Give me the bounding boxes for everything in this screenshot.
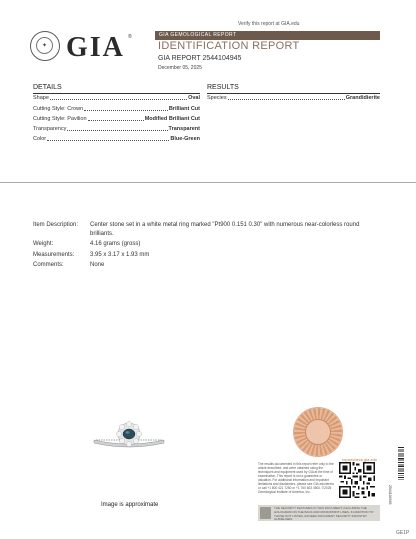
gia-seal-icon: ✦ bbox=[30, 31, 60, 61]
detail-value: Blue-Green bbox=[170, 136, 200, 142]
desc-value: 4.16 grams (gross) bbox=[90, 241, 141, 247]
details-heading: DETAILS bbox=[33, 84, 62, 91]
page-code: GE1P bbox=[396, 530, 410, 536]
result-label: Species bbox=[207, 95, 227, 101]
report-title: IDENTIFICATION REPORT bbox=[158, 40, 300, 52]
barcode-icon bbox=[398, 447, 404, 517]
detail-row bbox=[33, 136, 200, 142]
image-caption: Image is approximate bbox=[101, 502, 159, 508]
detail-row bbox=[33, 95, 200, 101]
desc-label: Weight: bbox=[33, 241, 54, 247]
qr-code-icon[interactable] bbox=[339, 462, 375, 498]
results-heading: RESULTS bbox=[207, 84, 239, 91]
logo-text: GIA bbox=[66, 32, 125, 63]
detail-label: Cutting Style: Pavilion bbox=[33, 116, 87, 122]
desc-label: Item Description: bbox=[33, 222, 79, 228]
detail-label: Transparency bbox=[33, 126, 67, 132]
results-rule bbox=[207, 93, 380, 94]
detail-value: Modified Brilliant Cut bbox=[144, 116, 200, 122]
result-value: Grandidierite bbox=[345, 95, 380, 101]
detail-value: Oval bbox=[188, 95, 200, 101]
report-number: GIA REPORT 2544104945 bbox=[158, 55, 242, 62]
desc-label: Comments: bbox=[33, 262, 64, 268]
result-row bbox=[207, 95, 380, 101]
verify-text[interactable]: Verify this report at GIA.edu bbox=[238, 21, 300, 27]
security-box bbox=[258, 505, 380, 521]
details-rule bbox=[33, 93, 200, 94]
detail-row bbox=[33, 106, 200, 112]
fold-line bbox=[0, 182, 416, 183]
barcode-number: 2544104945 bbox=[388, 485, 392, 505]
desc-value: 3.95 x 3.17 x 1.93 mm bbox=[90, 252, 150, 258]
reportcheck-link[interactable]: reportcheck.gia.edu bbox=[342, 457, 378, 462]
desc-value: Center stone set in a white metal ring marked "Pt900 0.151 0.30" with numerous near-colorless round bbox=[90, 222, 360, 228]
gold-seal-icon bbox=[294, 408, 342, 456]
detail-row bbox=[33, 116, 200, 122]
desc-value: None bbox=[90, 262, 105, 268]
detail-value: Brilliant Cut bbox=[168, 106, 200, 112]
desc-label: Measurements: bbox=[33, 252, 75, 258]
detail-label: Cutting Style: Crown bbox=[33, 106, 84, 112]
detail-row bbox=[33, 126, 200, 132]
lock-icon bbox=[260, 507, 271, 519]
gia-logo bbox=[30, 31, 134, 63]
desc-value-cont: brilliants. bbox=[90, 231, 114, 237]
logo-registered: ® bbox=[128, 34, 132, 40]
ring-image bbox=[92, 418, 166, 452]
detail-value: Transparent bbox=[168, 126, 200, 132]
detail-label: Shape bbox=[33, 95, 49, 101]
security-text: THE SECURITY FEATURES IN THIS DOCUMENT, INCLUDING THE HOLOGRAM ON THE BACK AND MICROPRINT LINES, IN ADDITION TO THOSE NOT LISTED, EXCEED DOCUMENT SECURITY INDUSTRY GUIDELINES. bbox=[274, 506, 374, 522]
disclaimer-text: The results documented in this report refer only to the article described, and were obtained using the techniques and equipment used by GIA at the time of examination. This report is not a guarantee or valuation. For additional information and important limitations and disclaimers, please see GIA.edu/terms or call +1 800 421 7250 or +1 760 603 4500. ©2025 Gemological Institute of America, Inc. bbox=[258, 462, 334, 494]
report-date: December 05, 2025 bbox=[158, 65, 202, 71]
report-band: GIA GEMOLOGICAL REPORT bbox=[155, 31, 380, 40]
detail-label: Color bbox=[33, 136, 47, 142]
